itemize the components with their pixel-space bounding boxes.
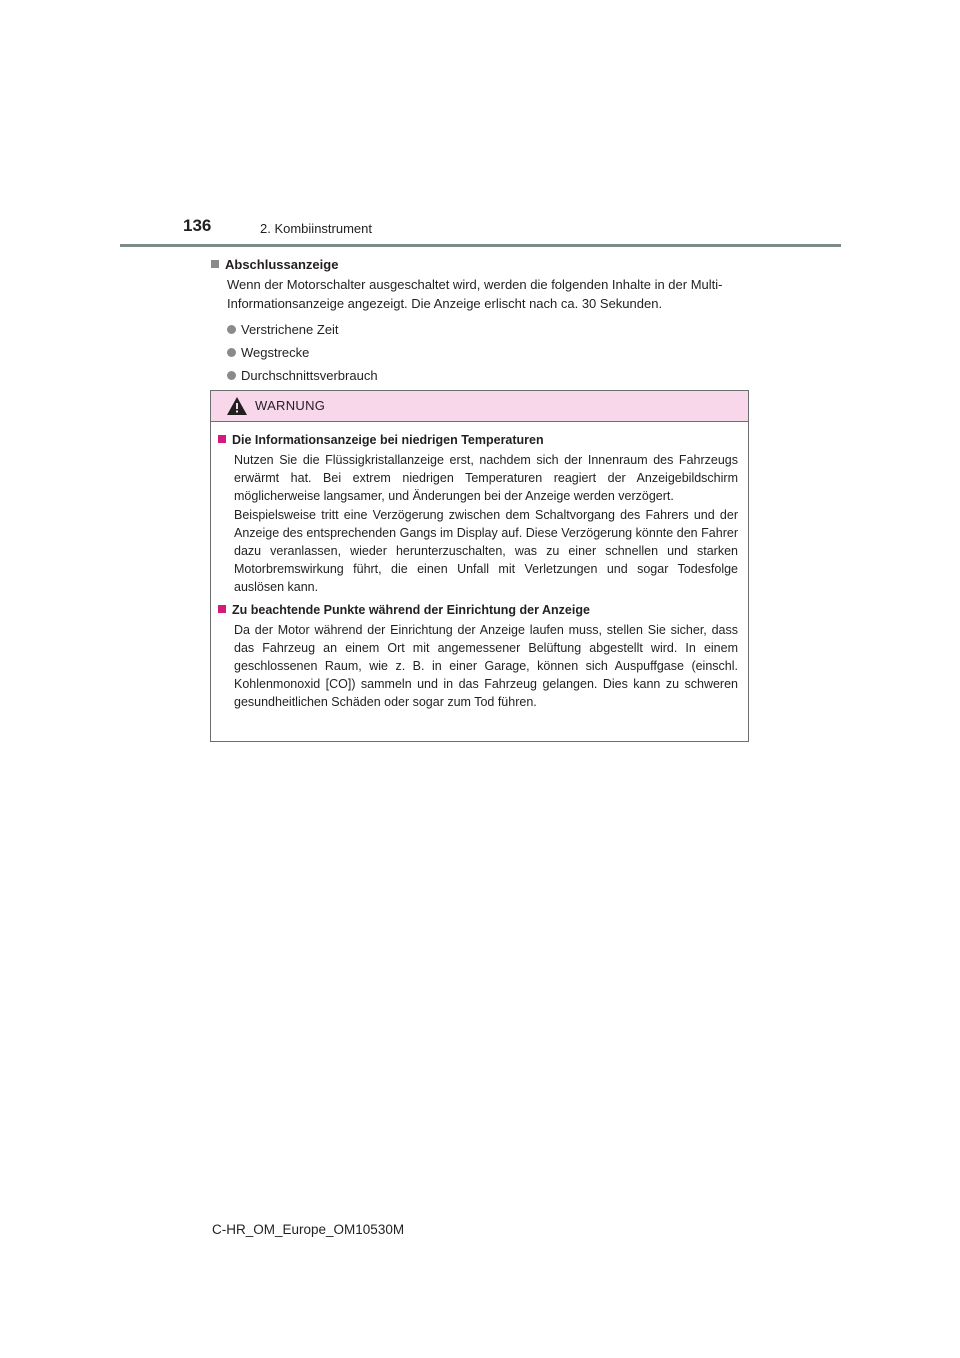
warning-heading-2-text: Zu beachtende Punkte während der Einrichtung der Anzeige bbox=[232, 602, 590, 617]
warning-paragraph-1: Nutzen Sie die Flüssigkristallanzeige erst, nachdem sich der Innenraum des Fahrzeugs erwärmt hat. Bei extrem niedrigen Temperaturen reagiert der Anzeigebildschirm möglicherweise langsamer, und Änderungen bei der Anzeige werden verzögert. bbox=[234, 453, 738, 504]
header-rule bbox=[120, 244, 841, 247]
square-bullet-icon bbox=[218, 605, 226, 613]
warning-paragraph-2: Beispielsweise tritt eine Verzögerung zwischen dem Schaltvorgang des Fahrers und der Anzeige des entsprechenden Gangs im Display auf. Diese Verzögerung könnte den Fahrer dazu veranlassen, wieder herunterzuschalten, was zu einer schnellen und starken Motorbremswirkung führt, die einen Unfall mit Verletzungen und sogar Todesfolge auslösen kann. bbox=[234, 507, 738, 595]
warning-heading-1-text: Die Informationsanzeige bei niedrigen Temperaturen bbox=[232, 433, 544, 447]
list-item bbox=[227, 321, 751, 338]
circle-bullet-icon bbox=[227, 325, 236, 334]
list-item-text: Verstrichene Zeit bbox=[241, 322, 339, 337]
circle-bullet-icon bbox=[227, 371, 236, 380]
warning-heading-1 bbox=[218, 432, 738, 449]
list-item bbox=[227, 367, 751, 384]
square-bullet-icon bbox=[211, 260, 219, 268]
page-number: 136 bbox=[183, 216, 212, 235]
warning-body bbox=[211, 422, 748, 712]
warning-heading-2 bbox=[218, 602, 738, 619]
footer-doc-id: C-HR_OM_Europe_OM10530M bbox=[212, 1222, 405, 1237]
section-heading bbox=[211, 256, 751, 273]
main-content bbox=[211, 256, 751, 384]
section-paragraph: Wenn der Motorschalter ausgeschaltet wird, werden die folgenden Inhalte in der Multi-Informationsanzeige angezeigt. Die Anzeige erlischt nach ca. 30 Sekunden. bbox=[227, 277, 723, 311]
square-bullet-icon bbox=[218, 435, 226, 443]
list-item-text: Durchschnittsverbrauch bbox=[241, 368, 378, 383]
list-item-text: Wegstrecke bbox=[241, 345, 310, 360]
list-item bbox=[227, 344, 751, 361]
warning-title: WARNUNG bbox=[255, 398, 326, 413]
section-title: 2. Kombiinstrument bbox=[260, 221, 372, 236]
warning-triangle-icon bbox=[226, 396, 248, 416]
section-heading-text: Abschlussanzeige bbox=[225, 257, 339, 272]
warning-header bbox=[211, 391, 748, 422]
warning-paragraph-3: Da der Motor während der Einrichtung der Anzeige laufen muss, stellen Sie sicher, dass das Fahrzeug an einem Ort mit angemessener Belüftung abgestellt wird. In einem geschlossenen Raum, wie z. B. in einer Garage, können sich Auspuffgase (einschl. Kohlenmonoxid [CO]) sammeln und in das Fahrzeug gelangen. Dies kann zu schweren gesundheitlichen Schäden oder sogar zum Tod führen. bbox=[234, 622, 738, 710]
circle-bullet-icon bbox=[227, 348, 236, 357]
warning-box bbox=[210, 390, 749, 742]
